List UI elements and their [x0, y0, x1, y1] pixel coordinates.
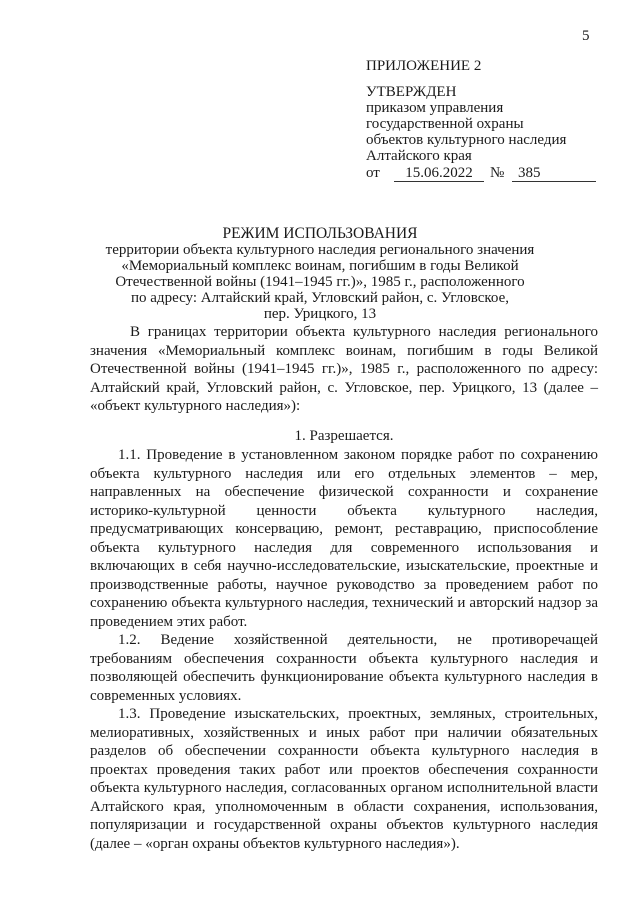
order-number: 385 — [512, 165, 596, 182]
title-line: по адресу: Алтайский край, Угловский район, с. Угловское, — [131, 290, 509, 306]
section-heading: 1. Разрешается. — [294, 428, 394, 444]
item-1-2: 1.2. Ведение хозяйственной деятельности, не противоречащей требованиям обеспечения сохранности объекта культурного наследия и позволяющей обеспечить функционирование объекта культурного наследия в современных условиях. — [90, 632, 598, 704]
approval-org-line: государственной охраны — [366, 116, 524, 132]
page-number: 5 — [582, 28, 590, 44]
order-reference — [366, 165, 616, 183]
permitted-items — [90, 446, 598, 853]
approval-stamp — [366, 58, 616, 183]
item-1-3: 1.3. Проведение изыскательских, проектных, земляных, строительных, мелиоративных, хозяйственных и иных работ при наличии обязательных разделов об обеспечении сохранности объекта культурного наследия в проектах проведения таких работ или проектов обеспечения сохранности объекта культурного наследия, согласованных органом исполнительной власти Алтайского края, уполномоченным в области сохранения, использования, популяризации и государственной охраны объектов культурного наследия (далее – «орган охраны объектов культурного наследия»). — [90, 706, 598, 852]
approved-label: УТВЕРЖДЕН — [366, 84, 457, 100]
intro-paragraph: В границах территории объекта культурного наследия регионального значения «Мемориальный комплекс воинам, погибшим в годы Великой Отечественной войны (1941–1945 гг.)», 1985 г., расположенного по адресу: Алтайский край, Угловский район, с. Угловское, пер. Урицкого, 13 (далее – «объект культурного наследия»): — [90, 324, 598, 414]
order-date: 15.06.2022 — [394, 165, 484, 182]
approval-org-line: объектов культурного наследия — [366, 132, 567, 148]
from-label: от — [366, 165, 380, 181]
title-heading: РЕЖИМ ИСПОЛЬЗОВАНИЯ — [222, 225, 418, 242]
approval-org-line: Алтайского края — [366, 148, 472, 164]
appendix-label: ПРИЛОЖЕНИЕ 2 — [366, 58, 482, 74]
intro-section — [90, 323, 598, 416]
title-line: Отечественной войны (1941–1945 гг.)», 1985 г., расположенного — [115, 274, 525, 290]
number-label: № — [490, 165, 505, 181]
item-1-1: 1.1. Проведение в установленном законом порядке работ по сохранению объекта культурного наследия или его отдельных элементов – мер, направленных на обеспечение физической сохранности и сохранение историко-культурной ценности объекта культурного наследия, предусматривающих консервацию, ремонт, реставрацию, приспособление объекта культурного наследия для современного использования и включающих в себя научно-исследовательские, изыскательские, проектные и производственные работы, научное руководство за проведением работ по сохранению объекта культурного наследия, технический и авторский надзор за проведением этих работ. — [90, 447, 598, 630]
document-title — [90, 226, 550, 322]
title-line: «Мемориальный комплекс воинам, погибшим в годы Великой — [121, 258, 519, 274]
approval-org-line: приказом управления — [366, 100, 504, 116]
title-line: пер. Урицкого, 13 — [263, 306, 377, 322]
title-line: территории объекта культурного наследия регионального значения — [105, 242, 535, 258]
